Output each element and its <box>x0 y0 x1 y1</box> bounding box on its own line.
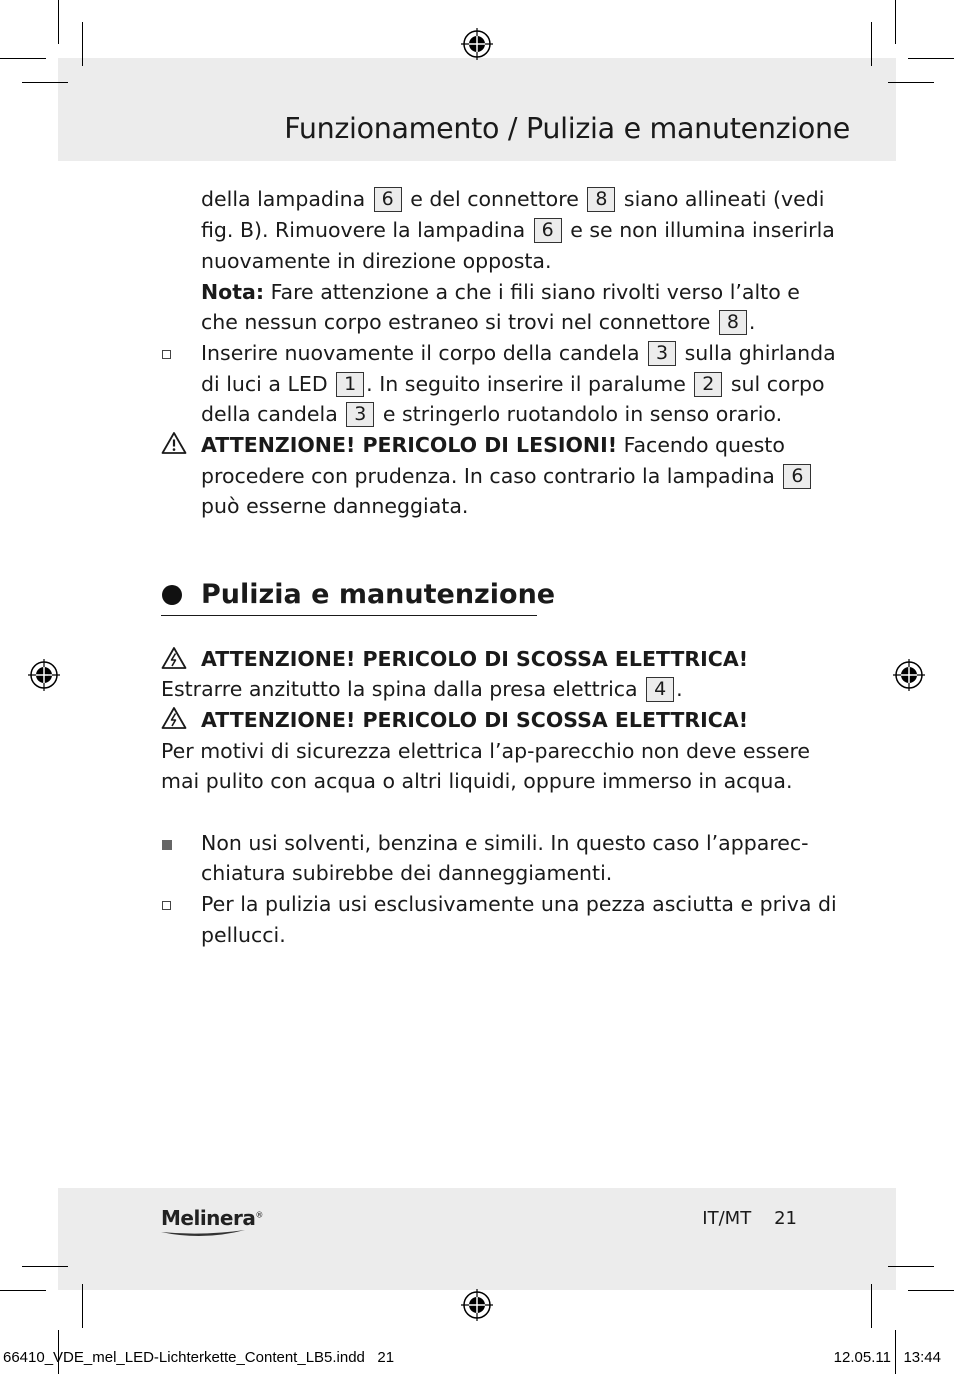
section-underline <box>161 615 537 616</box>
text-line: che nessun corpo estraneo si trovi nel connettore 8 . <box>201 310 756 334</box>
list-item: Inserire nuovamente il corpo della candela 3 sulla ghirlanda <box>201 341 836 365</box>
crop-mark <box>908 58 954 59</box>
registration-mark-icon <box>461 28 493 60</box>
text-line: chiatura subirebbe dei danneggiamenti. <box>201 861 613 885</box>
header-band <box>58 58 896 161</box>
warning-label: ATTENZIONE! PERICOLO DI SCOSSA ELETTRICA! <box>201 647 749 671</box>
text-line: della candela 3 e stringerlo ruotandolo in senso orario. <box>201 402 783 426</box>
list-item: Non usi solventi, benzina e simili. In questo caso l’apparec- <box>201 831 809 855</box>
slug-date: 12.05.11 13:44 <box>833 1349 941 1366</box>
list-item: Per la pulizia usi esclusivamente una pezza asciutta e priva di <box>201 892 837 916</box>
text-line: Per motivi di sicurezza elettrica l’ap-parecchio non deve essere <box>161 739 811 763</box>
warning-label: ATTENZIONE! PERICOLO DI SCOSSA ELETTRICA! <box>201 708 749 732</box>
text-line: di luci a LED 1 . In seguito inserire il paralume 2 sul corpo <box>201 372 825 396</box>
text-line: procedere con prudenza. In caso contrario la lampadina 6 <box>201 461 813 492</box>
crop-mark <box>871 1284 872 1328</box>
part-number-box: 3 <box>648 341 676 366</box>
crop-mark <box>908 1290 954 1291</box>
hollow-square-bullet-icon <box>162 901 171 910</box>
solid-square-bullet-icon <box>162 840 172 850</box>
part-number-box: 6 <box>374 187 402 212</box>
part-number-box: 2 <box>694 372 722 397</box>
brand-swoosh-icon <box>161 1229 245 1239</box>
footer-band <box>58 1188 896 1290</box>
warning-triangle-icon <box>161 431 187 455</box>
note-label: Nota: <box>201 280 265 304</box>
crop-mark <box>22 82 68 83</box>
crop-mark <box>22 1266 68 1267</box>
part-number-box: 3 <box>346 402 374 427</box>
note-line: Nota: Fare attenzione a che i fili siano rivolti verso l’alto e <box>201 280 800 304</box>
text-line: fig. B). Rimuovere la lampadina 6 e se non illumina inserirla <box>201 218 835 242</box>
crop-mark <box>888 1266 934 1267</box>
registration-mark-icon <box>461 1289 493 1321</box>
part-number-box: 6 <box>534 218 562 243</box>
warning-line <box>201 705 748 736</box>
page-info <box>702 1208 797 1229</box>
part-number-box: 8 <box>587 187 615 212</box>
text-line: della lampadina 6 e del connettore 8 siano allineati (vedi <box>201 187 825 211</box>
crop-mark <box>0 1290 46 1291</box>
section-heading: Pulizia e manutenzione <box>201 579 556 610</box>
text-line: nuovamente in direzione opposta. <box>201 249 552 273</box>
part-number-box: 8 <box>719 310 747 335</box>
language-code: IT/MT <box>702 1208 752 1229</box>
warning-line <box>201 644 748 675</box>
crop-mark <box>895 0 896 44</box>
text-line: pellucci. <box>201 923 286 947</box>
slug-file: 66410_VDE_mel_LED-Lichterkette_Content_LB5.indd 21 <box>3 1349 395 1366</box>
text-line: può esserne danneggiata. <box>201 494 469 518</box>
registration-mark-icon <box>28 659 60 691</box>
crop-mark <box>0 58 46 59</box>
crop-mark <box>888 82 934 83</box>
section-dot-icon <box>162 585 182 605</box>
page-title: Funzionamento / Pulizia e manutenzione <box>284 112 850 145</box>
part-number-box: 1 <box>336 372 364 397</box>
crop-mark <box>82 22 83 66</box>
text-line: Estrarre anzitutto la spina dalla presa elettrica 4 . <box>161 677 683 701</box>
part-number-box: 6 <box>783 464 811 489</box>
registration-mark-icon <box>893 659 925 691</box>
hollow-square-bullet-icon <box>162 350 171 359</box>
part-number-box: 4 <box>646 677 674 702</box>
crop-mark <box>82 1284 83 1328</box>
electric-warning-icon <box>161 646 187 670</box>
crop-mark <box>58 0 59 44</box>
brand-logo: Melinera® <box>161 1206 263 1230</box>
warning-label: ATTENZIONE! PERICOLO DI LESIONI! <box>201 433 618 457</box>
warning-line: ATTENZIONE! PERICOLO DI LESIONI! Facendo questo <box>201 433 785 457</box>
electric-warning-icon <box>161 706 187 730</box>
page-number: 21 <box>774 1208 797 1229</box>
crop-mark <box>871 22 872 66</box>
text-line: mai pulito con acqua o altri liquidi, oppure immerso in acqua. <box>161 769 793 793</box>
